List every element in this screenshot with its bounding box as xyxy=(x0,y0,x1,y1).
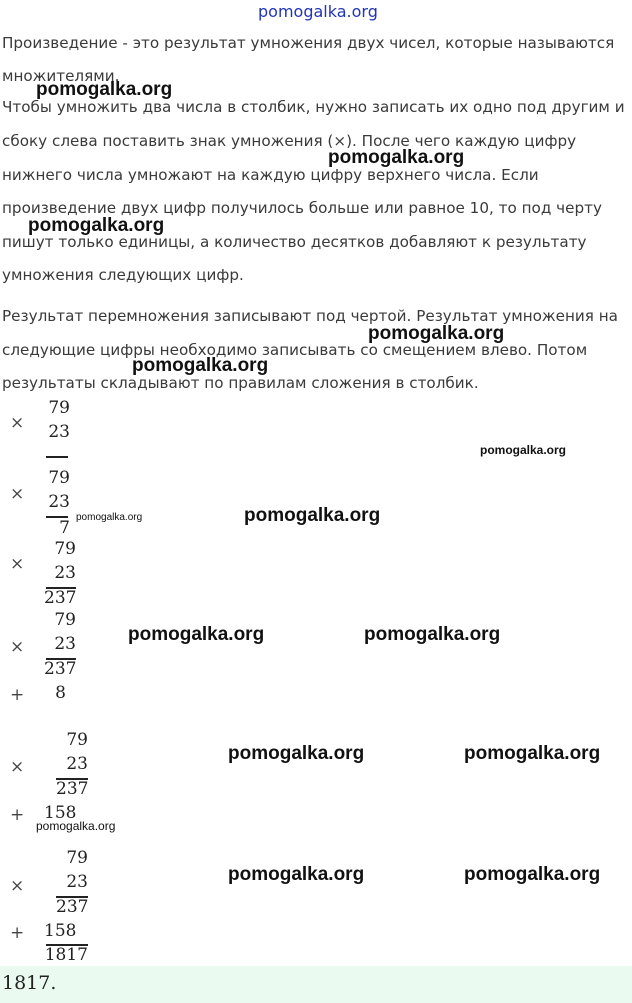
paragraph-1-line-2: множителями. xyxy=(2,67,120,85)
multiplier: 23 xyxy=(54,563,76,583)
paragraph-2-line-2: сбоку слева поставить знак умножения (×). После чего каждую цифру xyxy=(2,132,577,150)
watermark: pomogalka.org xyxy=(228,864,365,885)
second-partial-result: 8 xyxy=(55,683,66,703)
times-sign: × xyxy=(10,484,25,504)
watermark: pomogalka.org xyxy=(244,505,381,526)
multiplier: 23 xyxy=(66,872,88,892)
watermark: pomogalka.org xyxy=(464,864,601,885)
multiplier: 23 xyxy=(66,754,88,774)
paragraph-2-line-6: умножения следующих цифр. xyxy=(2,266,244,284)
watermark: pomogalka.org xyxy=(128,624,265,645)
multiplier: 23 xyxy=(48,492,70,512)
final-sum: 1817 xyxy=(44,945,88,965)
second-partial-result: 158 xyxy=(44,921,77,941)
times-sign: × xyxy=(10,413,25,433)
watermark: pomogalka.org xyxy=(368,323,505,344)
multiplicand: 79 xyxy=(48,398,70,418)
multiplier: 23 xyxy=(48,422,70,442)
paragraph-2-line-5: пишут только единицы, а количество десятков добавляют к результату xyxy=(2,233,587,251)
multiplicand: 79 xyxy=(54,539,76,559)
multiplier: 23 xyxy=(54,634,76,654)
partial-result: 237 xyxy=(56,897,89,917)
second-partial-result: 158 xyxy=(44,803,77,823)
times-sign: × xyxy=(10,876,25,896)
watermark: pomogalka.org xyxy=(480,443,567,457)
paragraph-2-line-3: нижнего числа умножают на каждую цифру верхнего числа. Если xyxy=(2,166,539,184)
partial-result: 237 xyxy=(56,779,89,799)
plus-sign: + xyxy=(10,685,25,705)
multiplicand: 79 xyxy=(66,848,88,868)
watermark: pomogalka.org xyxy=(464,743,601,764)
answer-text: 1817. xyxy=(2,972,57,994)
watermark: pomogalka.org xyxy=(76,512,143,523)
plus-sign: + xyxy=(10,923,25,943)
watermark: pomogalka.org xyxy=(228,743,365,764)
multiplicand: 79 xyxy=(48,468,70,488)
partial-result: 237 xyxy=(44,659,77,679)
paragraph-3-line-2: следующие цифры необходимо записывать со смещением влево. Потом xyxy=(2,341,588,359)
paragraph-3-line-3: результаты складывают по правилам сложения в столбик. xyxy=(2,374,479,392)
multiplicand: 79 xyxy=(54,610,76,630)
answer-band xyxy=(0,966,632,1003)
underline-bar xyxy=(46,456,68,458)
paragraph-3-line-1: Результат перемножения записывают под чертой. Результат умножения на xyxy=(2,307,618,325)
partial-result: 237 xyxy=(44,588,77,608)
watermark: pomogalka.org xyxy=(36,819,116,833)
times-sign: × xyxy=(10,554,25,574)
plus-sign: + xyxy=(10,805,25,825)
multiplicand: 79 xyxy=(66,730,88,750)
watermark: pomogalka.org xyxy=(28,215,165,236)
paragraph-1-line-1: Произведение - это результат умножения двух чисел, которые называются xyxy=(2,34,615,52)
watermark: pomogalka.org xyxy=(364,624,501,645)
partial-result: 7 xyxy=(59,518,70,538)
header-watermark: pomogalka.org xyxy=(258,2,378,21)
times-sign: × xyxy=(10,757,25,777)
paragraph-2-line-1: Чтобы умножить два числа в столбик, нужно записать их одно под другим и xyxy=(2,98,625,116)
watermark: pomogalka.org xyxy=(132,355,269,376)
times-sign: × xyxy=(10,637,25,657)
watermark: pomogalka.org xyxy=(36,79,173,100)
watermark: pomogalka.org xyxy=(328,147,465,168)
paragraph-2-line-4: произведение двух цифр получилось больше или равное 10, то под черту xyxy=(2,199,602,217)
